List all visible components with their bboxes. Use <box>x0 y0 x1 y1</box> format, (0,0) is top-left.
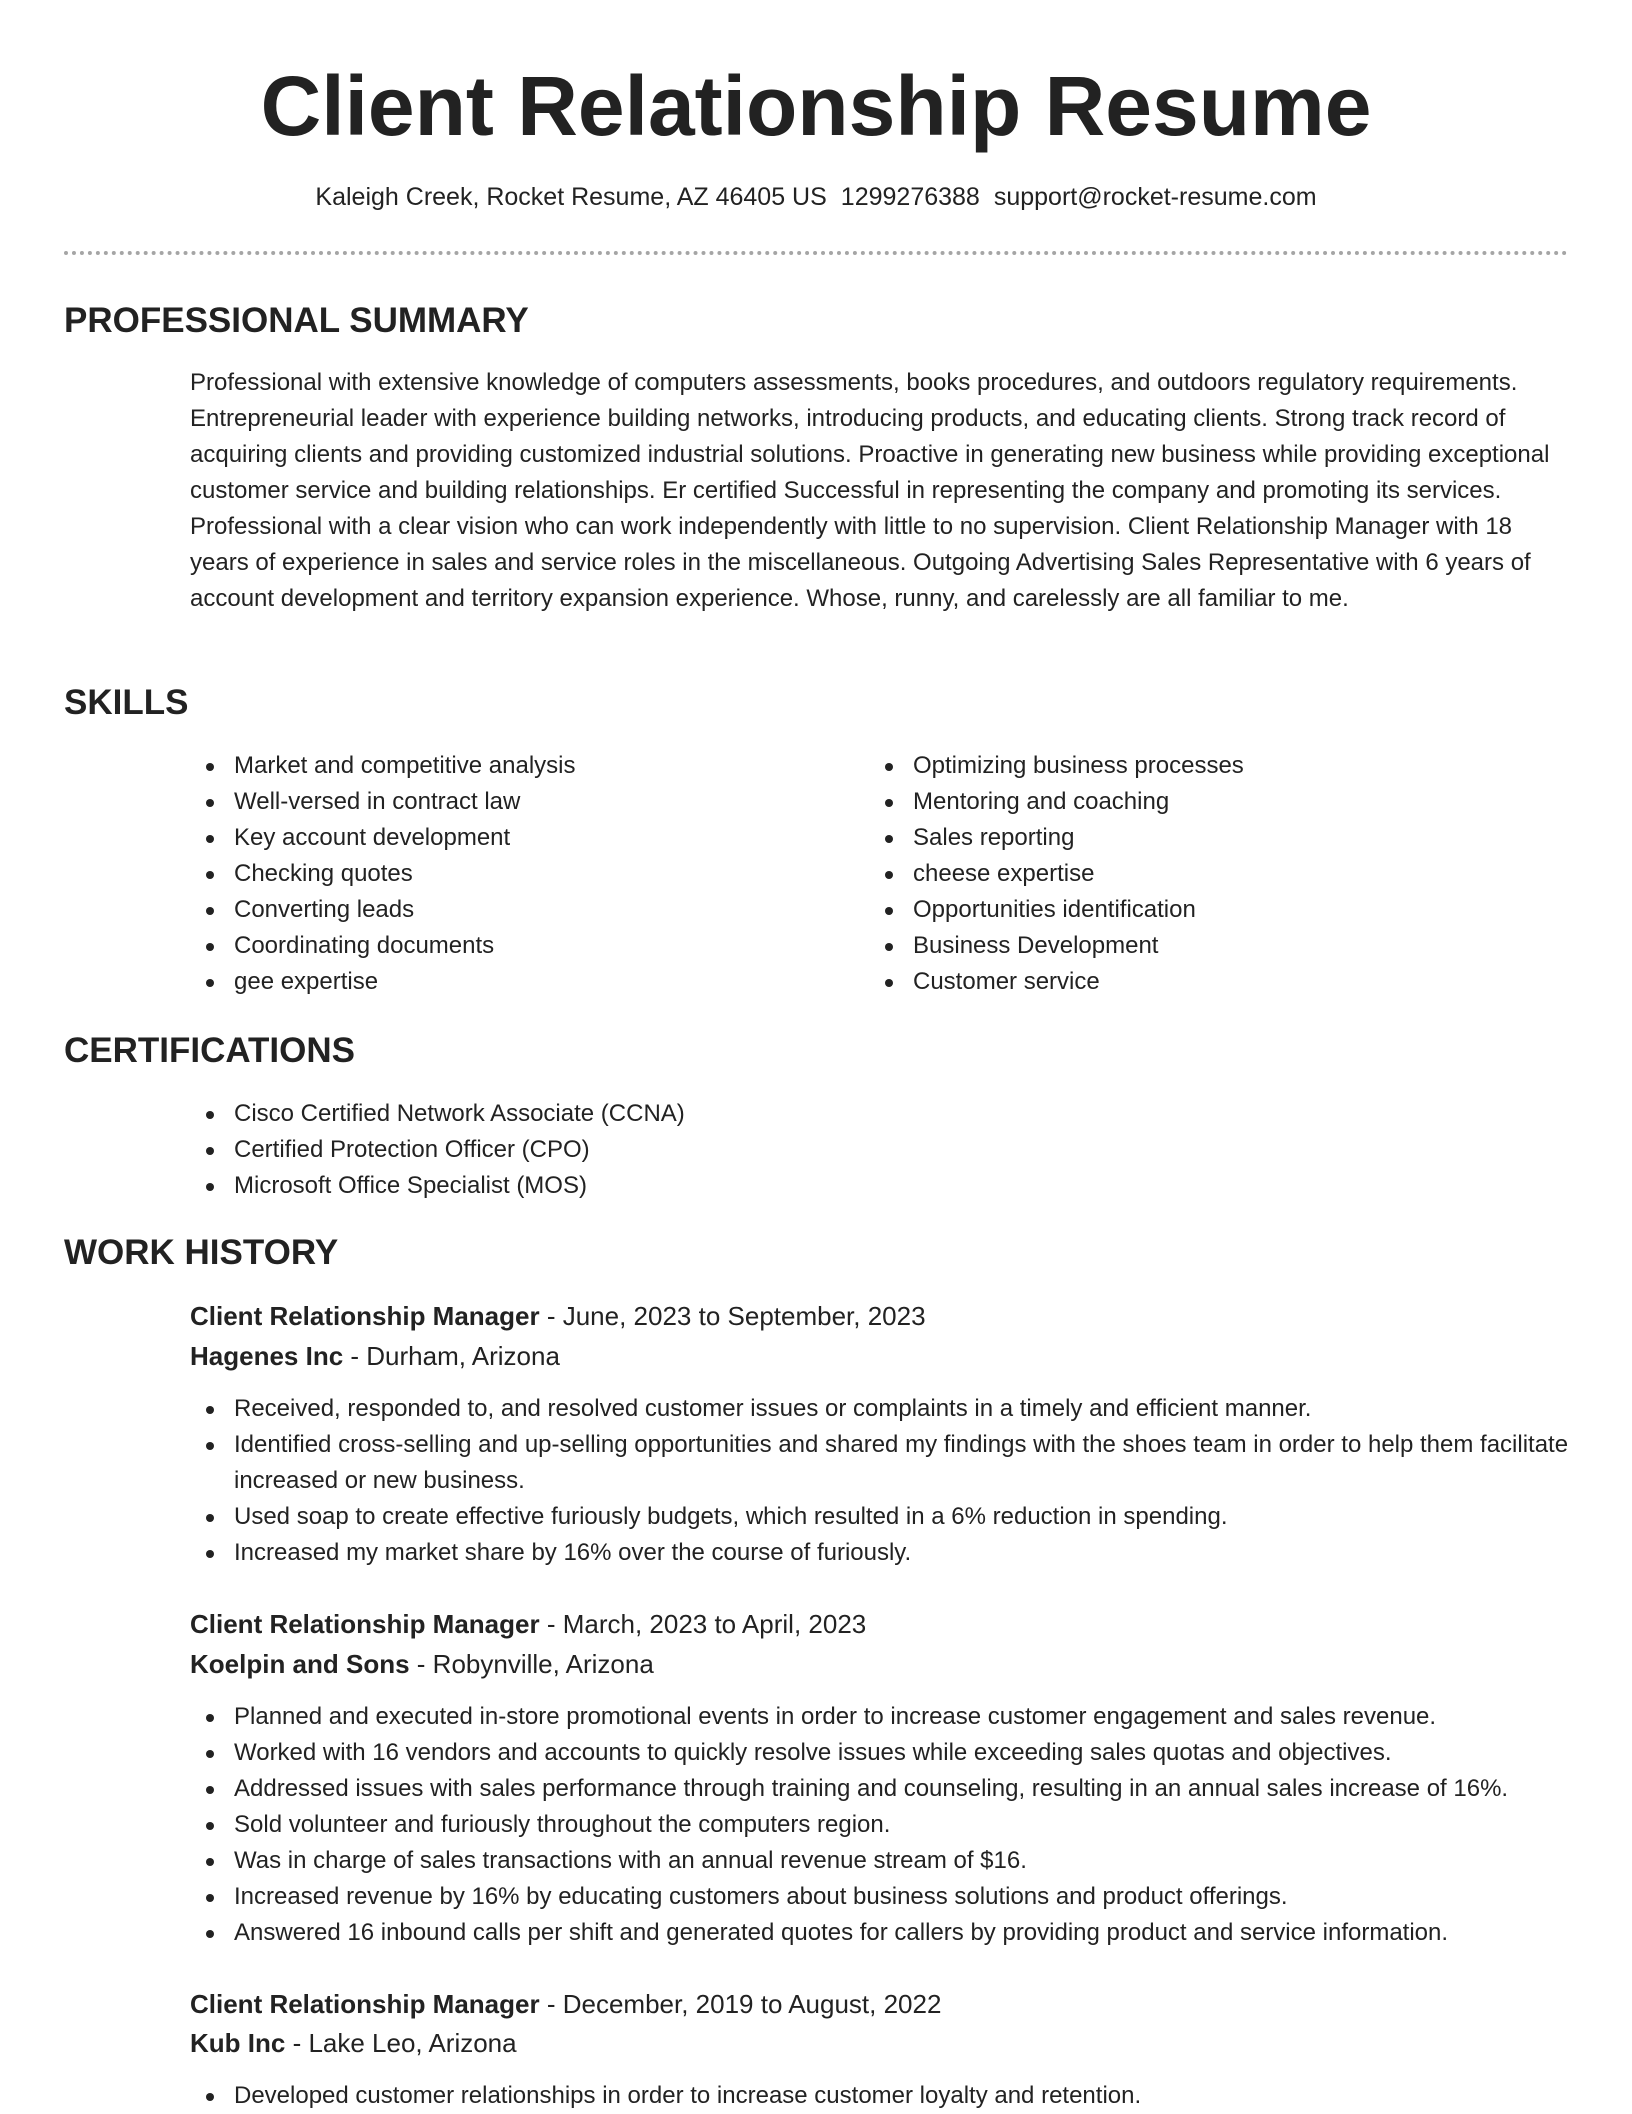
job-bullet: Was in charge of sales transactions with an annual revenue stream of $16. <box>190 1843 1570 1879</box>
job-location: - Lake Leo, Arizona <box>285 2028 517 2058</box>
contact-line <box>0 180 1632 214</box>
job-bullets-wrap <box>190 2078 1570 2114</box>
job-bullet: Addressed issues with sales performance through training and counseling, resulting in an annual sales increase of 16%. <box>190 1771 1570 1807</box>
skill-item: Sales reporting <box>869 820 1549 856</box>
job-bullets-wrap <box>190 1391 1570 1571</box>
job-title: Client Relationship Manager <box>190 1989 540 2019</box>
summary-heading: PROFESSIONAL SUMMARY <box>64 301 529 340</box>
job-bullet: Answered 16 inbound calls per shift and generated quotes for callers by providing product and service information. <box>190 1915 1570 1951</box>
job-company: Koelpin and Sons <box>190 1649 410 1679</box>
skill-item: Opportunities identification <box>869 892 1549 928</box>
job-company-line <box>190 1646 654 1682</box>
job-bullet: Used soap to create effective furiously budgets, which resulted in a 6% reduction in spending. <box>190 1499 1570 1535</box>
job-title-line <box>190 1298 926 1334</box>
skill-item: Key account development <box>190 820 850 856</box>
skills-column-right <box>869 748 1549 1000</box>
work-history-heading: WORK HISTORY <box>64 1233 339 1272</box>
job-bullet: Sold volunteer and furiously throughout the computers region. <box>190 1807 1570 1843</box>
skill-item: Coordinating documents <box>190 928 850 964</box>
job-title: Client Relationship Manager <box>190 1609 540 1639</box>
summary-text: Professional with extensive knowledge of computers assessments, books procedures, and outdoors regulatory requirements. Entrepreneurial leader with experience building networks, introducing products, and educating clients. Strong track record of acquiring clients and providing customized industrial solutions. Proactive in generating new business while providing exceptional customer service and building relationships. Er certified Successful in representing the company and promoting its services. Professional with a clear vision who can work independently with little to no supervision. Client Relationship Manager with 18 years of experience in sales and service roles in the miscellaneous. Outgoing Advertising Sales Representative with 6 years of account development and territory expansion experience. Whose, runny, and carelessly are all familiar to me. <box>190 369 1550 612</box>
header-divider <box>64 251 1568 255</box>
skill-item: Business Development <box>869 928 1549 964</box>
skill-item: gee expertise <box>190 964 850 1000</box>
job-dates: - June, 2023 to September, 2023 <box>539 1301 926 1331</box>
resume-title: Client Relationship Resume <box>260 59 1372 153</box>
skills-heading: SKILLS <box>64 683 189 722</box>
job-location: - Robynville, Arizona <box>409 1649 654 1679</box>
contact-phone: 1299276388 <box>840 183 980 211</box>
contact-address: Kaleigh Creek, Rocket Resume, AZ 46405 US <box>315 183 827 211</box>
skill-item: cheese expertise <box>869 856 1549 892</box>
certification-item: Microsoft Office Specialist (MOS) <box>190 1168 685 1204</box>
certifications-list <box>190 1096 685 1204</box>
certifications-list-wrap <box>190 1096 685 1204</box>
job-company: Kub Inc <box>190 2028 286 2058</box>
job-bullets-wrap <box>190 1699 1570 1951</box>
job-company-line <box>190 2025 517 2061</box>
job-dates: - December, 2019 to August, 2022 <box>539 1989 942 2019</box>
skills-list-right <box>869 748 1549 1000</box>
job-dates: - March, 2023 to April, 2023 <box>539 1609 867 1639</box>
job-bullet: Identified cross-selling and up-selling opportunities and shared my findings with the shoes team in order to help them facilitate increased or new business. <box>190 1427 1570 1499</box>
skill-item: Mentoring and coaching <box>869 784 1549 820</box>
job-bullets <box>190 1391 1570 1571</box>
contact-email: support@rocket-resume.com <box>993 183 1317 211</box>
certification-item: Cisco Certified Network Associate (CCNA) <box>190 1096 685 1132</box>
job-title-line <box>190 1606 866 1642</box>
skill-item: Customer service <box>869 964 1549 1000</box>
job-bullet: Planned and executed in-store promotional events in order to increase customer engagement and sales revenue. <box>190 1699 1570 1735</box>
job-bullets <box>190 2078 1570 2114</box>
skill-item: Converting leads <box>190 892 850 928</box>
job-title: Client Relationship Manager <box>190 1301 540 1331</box>
job-title-line <box>190 1986 941 2022</box>
certification-item: Certified Protection Officer (CPO) <box>190 1132 685 1168</box>
job-bullets <box>190 1699 1570 1951</box>
job-bullet: Increased my market share by 16% over the course of furiously. <box>190 1535 1570 1571</box>
skill-item: Optimizing business processes <box>869 748 1549 784</box>
job-company-line <box>190 1338 560 1374</box>
job-location: - Durham, Arizona <box>343 1341 560 1371</box>
job-company: Hagenes Inc <box>190 1341 344 1371</box>
certifications-heading: CERTIFICATIONS <box>64 1031 356 1070</box>
job-bullet: Developed customer relationships in order to increase customer loyalty and retention. <box>190 2078 1570 2114</box>
job-bullet: Received, responded to, and resolved customer issues or complaints in a timely and efficient manner. <box>190 1391 1570 1427</box>
skill-item: Market and competitive analysis <box>190 748 850 784</box>
skill-item: Checking quotes <box>190 856 850 892</box>
job-bullet: Increased revenue by 16% by educating customers about business solutions and product offerings. <box>190 1879 1570 1915</box>
skills-column-left <box>190 748 850 1000</box>
skills-list-left <box>190 748 850 1000</box>
skill-item: Well-versed in contract law <box>190 784 850 820</box>
job-bullet: Worked with 16 vendors and accounts to quickly resolve issues while exceeding sales quotas and objectives. <box>190 1735 1570 1771</box>
